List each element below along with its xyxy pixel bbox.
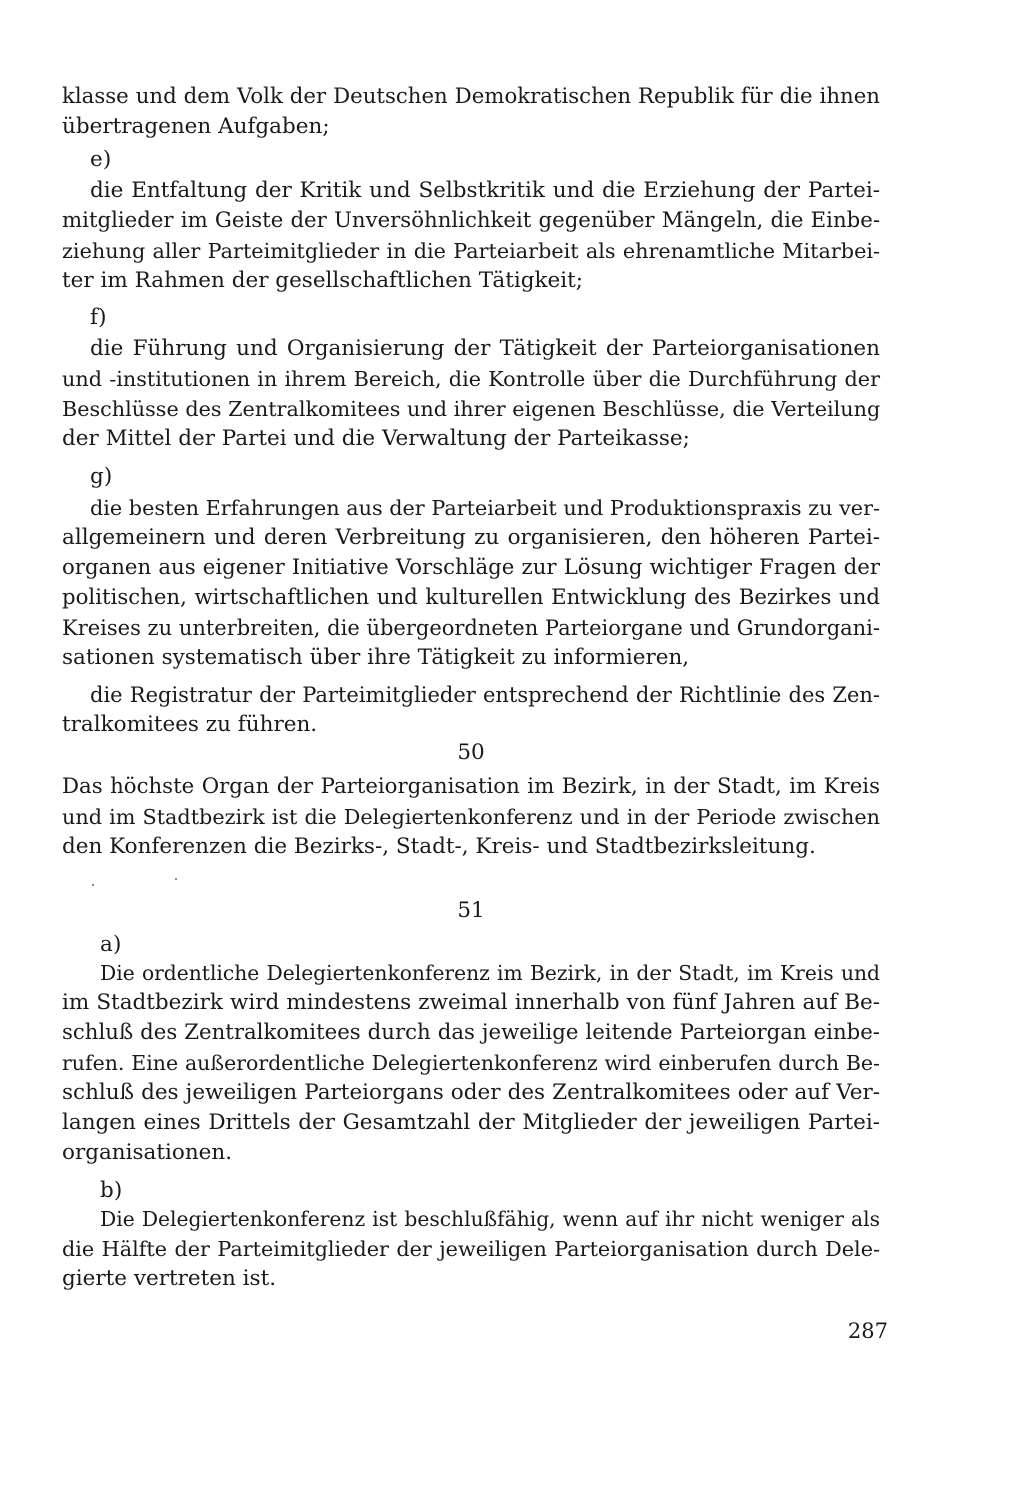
text-line: die Entfaltung der Kritik und Selbstkritik und die Erziehung der Partei- [90, 178, 880, 203]
text-line: der Mittel der Partei und die Verwaltung der Parteikasse; [62, 426, 690, 451]
text-line: gierte vertreten ist. [62, 1266, 277, 1291]
text-line: mitglieder im Geiste der Unversöhnlichkeit gegenüber Mängeln, die Einbe- [62, 208, 880, 233]
item-label-b: b) [100, 1178, 123, 1203]
text-line: tralkomitees zu führen. [62, 712, 318, 737]
text-line: den Konferenzen die Bezirks-, Stadt-, Kreis- und Stadtbezirksleitung. [62, 834, 816, 859]
paragraph-f [62, 334, 880, 454]
text-line: Beschlüsse des Zentralkomitees und ihrer eigenen Beschlüsse, die Verteilung [62, 397, 881, 421]
scan-speck [175, 878, 177, 880]
paragraph-51a [62, 958, 880, 1168]
text-line: und -institutionen in ihrem Bereich, die Kontrolle über die Durchführung der [62, 367, 880, 391]
text-line: ter im Rahmen der gesellschaftlichen Tätigkeit; [62, 268, 584, 293]
item-label-a: a) [100, 932, 122, 957]
text-line: sationen systematisch über ihre Tätigkeit zu informieren, [62, 645, 690, 670]
text-line: ziehung aller Parteimitglieder in die Parteiarbeit als ehrenamtliche Mitarbei- [62, 239, 880, 263]
scan-speck [92, 884, 94, 886]
paragraph-g [62, 493, 880, 673]
text-line: die besten Erfahrungen aus der Parteiarbeit und Produktionspraxis zu ver- [90, 496, 880, 520]
paragraph-continuation [62, 82, 880, 142]
text-line: Die ordentliche Delegiertenkonferenz im Bezirk, in der Stadt, im Kreis und [100, 961, 880, 985]
text-line: allgemeinern und deren Verbreitung zu organisieren, den höheren Partei- [62, 525, 880, 550]
text-line: die Registratur der Parteimitglieder entsprechend der Richtlinie des Zen- [90, 683, 880, 707]
text-line: die Hälfte der Parteimitglieder der jeweiligen Parteiorganisation durch Dele- [62, 1237, 880, 1261]
text-line: politischen, wirtschaftlichen und kulturellen Entwicklung des Bezirkes und [62, 585, 880, 610]
text-line: übertragenen Aufgaben; [62, 114, 330, 139]
paragraph-e [62, 176, 880, 296]
text-line: die Führung und Organisierung der Tätigkeit der Parteiorganisationen [90, 336, 880, 361]
item-label-e: e) [90, 147, 112, 172]
item-label-f: f) [90, 305, 107, 330]
text-line: langen eines Drittels der Gesamtzahl der Mitglieder der jeweiligen Partei- [62, 1110, 880, 1135]
section-number-50: 50 [457, 740, 485, 765]
text-line: schluß des jeweiligen Parteiorgans oder des Zentralkomitees oder auf Ver- [62, 1080, 880, 1105]
text-line: schluß des Zentralkomitees durch das jeweilige leitende Parteiorgan einbe- [62, 1020, 880, 1045]
text-line: Die Delegiertenkonferenz ist beschlußfähig, wenn auf ihr nicht weniger als [100, 1207, 880, 1231]
item-label-g: g) [90, 464, 113, 489]
text-line: organen aus eigener Initiative Vorschläge zur Lösung wichtiger Fragen der [62, 555, 880, 580]
text-line: Das höchste Organ der Parteiorganisation im Bezirk, in der Stadt, im Kreis [62, 774, 880, 799]
page-number: 287 [847, 1319, 888, 1343]
text-line: im Stadtbezirk wird mindestens zweimal innerhalb von fünf Jahren auf Be- [62, 990, 880, 1015]
paragraph-registratur [62, 680, 880, 740]
paragraph-50 [62, 772, 880, 862]
paragraph-51b [62, 1204, 880, 1294]
text-line: Kreises zu unterbreiten, die übergeordneten Parteiorgane und Grundorgani- [62, 616, 880, 640]
text-line: rufen. Eine außerordentliche Delegiertenkonferenz wird einberufen durch Be- [62, 1051, 880, 1075]
text-line: klasse und dem Volk der Deutschen Demokratischen Republik für die ihnen [62, 84, 880, 109]
section-number-51: 51 [457, 898, 485, 923]
text-line: organisationen. [62, 1140, 233, 1165]
text-line: und im Stadtbezirk ist die Delegiertenkonferenz und in der Periode zwischen [62, 805, 880, 829]
